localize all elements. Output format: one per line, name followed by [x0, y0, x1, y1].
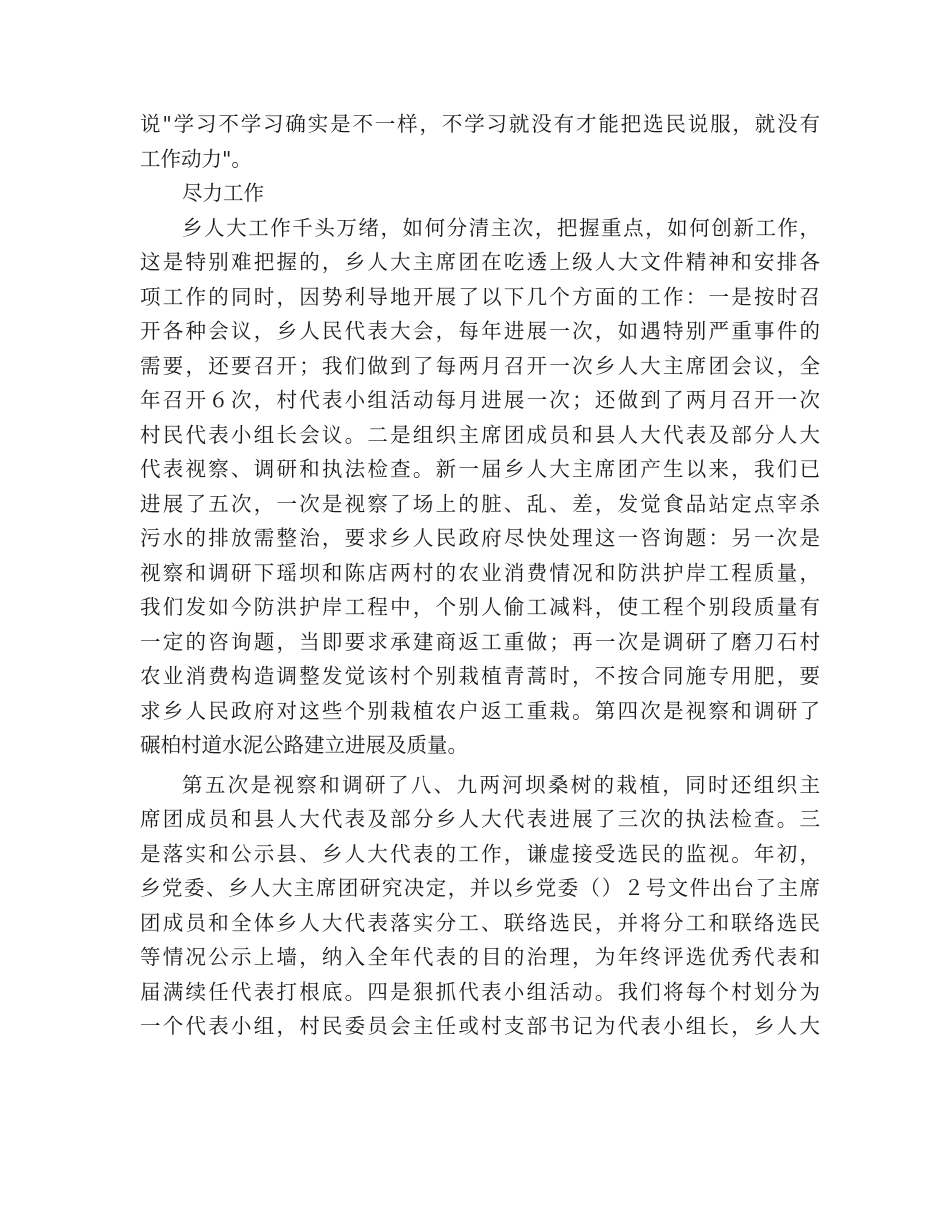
section-heading-text: 尽力工作	[182, 181, 264, 205]
text-line: 席团成员和县人大代表及部分乡人大代表进展了三次的执法检查。三	[140, 807, 820, 831]
text-line: 我们发如今防洪护岸工程中，个别人偷工减料，使工程个别段质量有	[140, 595, 820, 619]
paragraph-work-overview	[140, 211, 820, 763]
text-line: 等情况公示上墙，纳入全年代表的目的治理，为年终评选优秀代表和	[140, 945, 820, 969]
text-line: 进展了五次，一次是视察了场上的脏、乱、差，发觉食品站定点宰杀	[140, 491, 820, 516]
text-line: 代表视察、调研和执法检查。新一届乡人大主席团产生以来，我们已	[140, 457, 820, 481]
text-line: 年召开６次，村代表小组活动每月进展一次；还做到了两月召开一次	[140, 388, 820, 412]
paragraph-fifth-inspection	[140, 768, 820, 1044]
text-line: 团成员和全体乡人大代表落实分工、联络选民，并将分工和联络选民	[140, 910, 820, 935]
text-line: 一定的咨询题，当即要求承建商返工重做；再一次是调研了磨刀石村	[140, 629, 820, 654]
text-line: 工作动力"。	[140, 146, 252, 171]
text-line: 这是特别难把握的，乡人大主席团在吃透上级人大文件精神和安排各	[140, 250, 820, 274]
text-line: 说"学习不学习确实是不一样，不学习就没有才能把选民说服，就没有	[140, 112, 820, 136]
text-line: 视察和调研下瑶坝和陈店两村的农业消费情况和防洪护岸工程质量，	[140, 560, 820, 585]
paragraph-continuation	[140, 107, 820, 176]
text-line: 村民代表小组长会议。二是组织主席团成员和县人大代表及部分人大	[140, 422, 820, 447]
text-line: 第五次是视察和调研了八、九两河坝桑树的栽植，同时还组织主	[182, 772, 820, 797]
text-line: 开各种会议，乡人民代表大会，每年进展一次，如遇特别严重事件的	[140, 319, 820, 343]
text-line: 是落实和公示县、乡人大代表的工作，谦虚接受选民的监视。年初，	[140, 841, 820, 866]
text-line: 需要，还要召开；我们做到了每两月召开一次乡人大主席团会议，全	[140, 353, 820, 378]
text-line: 求乡人民政府对这些个别栽植农户返工重栽。第四次是视察和调研了	[140, 698, 820, 723]
text-line: 乡党委、乡人大主席团研究决定，并以乡党委（）２号文件出台了主席	[140, 876, 820, 900]
text-line: 届满续任代表打根底。四是狠抓代表小组活动。我们将每个村划分为	[140, 979, 820, 1004]
text-line: 项工作的同时，因势利导地开展了以下几个方面的工作：一是按时召	[140, 284, 820, 309]
text-line: 农业消费构造调整发觉该村个别栽植青蒿时，不按合同施专用肥，要	[140, 664, 820, 688]
section-heading	[140, 176, 820, 211]
text-line: 碾柏村道水泥公路建立进展及质量。	[140, 733, 468, 757]
text-line: 一个代表小组，村民委员会主任或村支部书记为代表小组长，乡人大	[140, 1014, 820, 1038]
document-body	[140, 107, 820, 1044]
text-line: 污水的排放需整治，要求乡人民政府尽快处理这一咨询题：另一次是	[140, 526, 820, 550]
text-line: 乡人大工作千头万绪，如何分清主次，把握重点，如何创新工作，	[182, 215, 820, 240]
